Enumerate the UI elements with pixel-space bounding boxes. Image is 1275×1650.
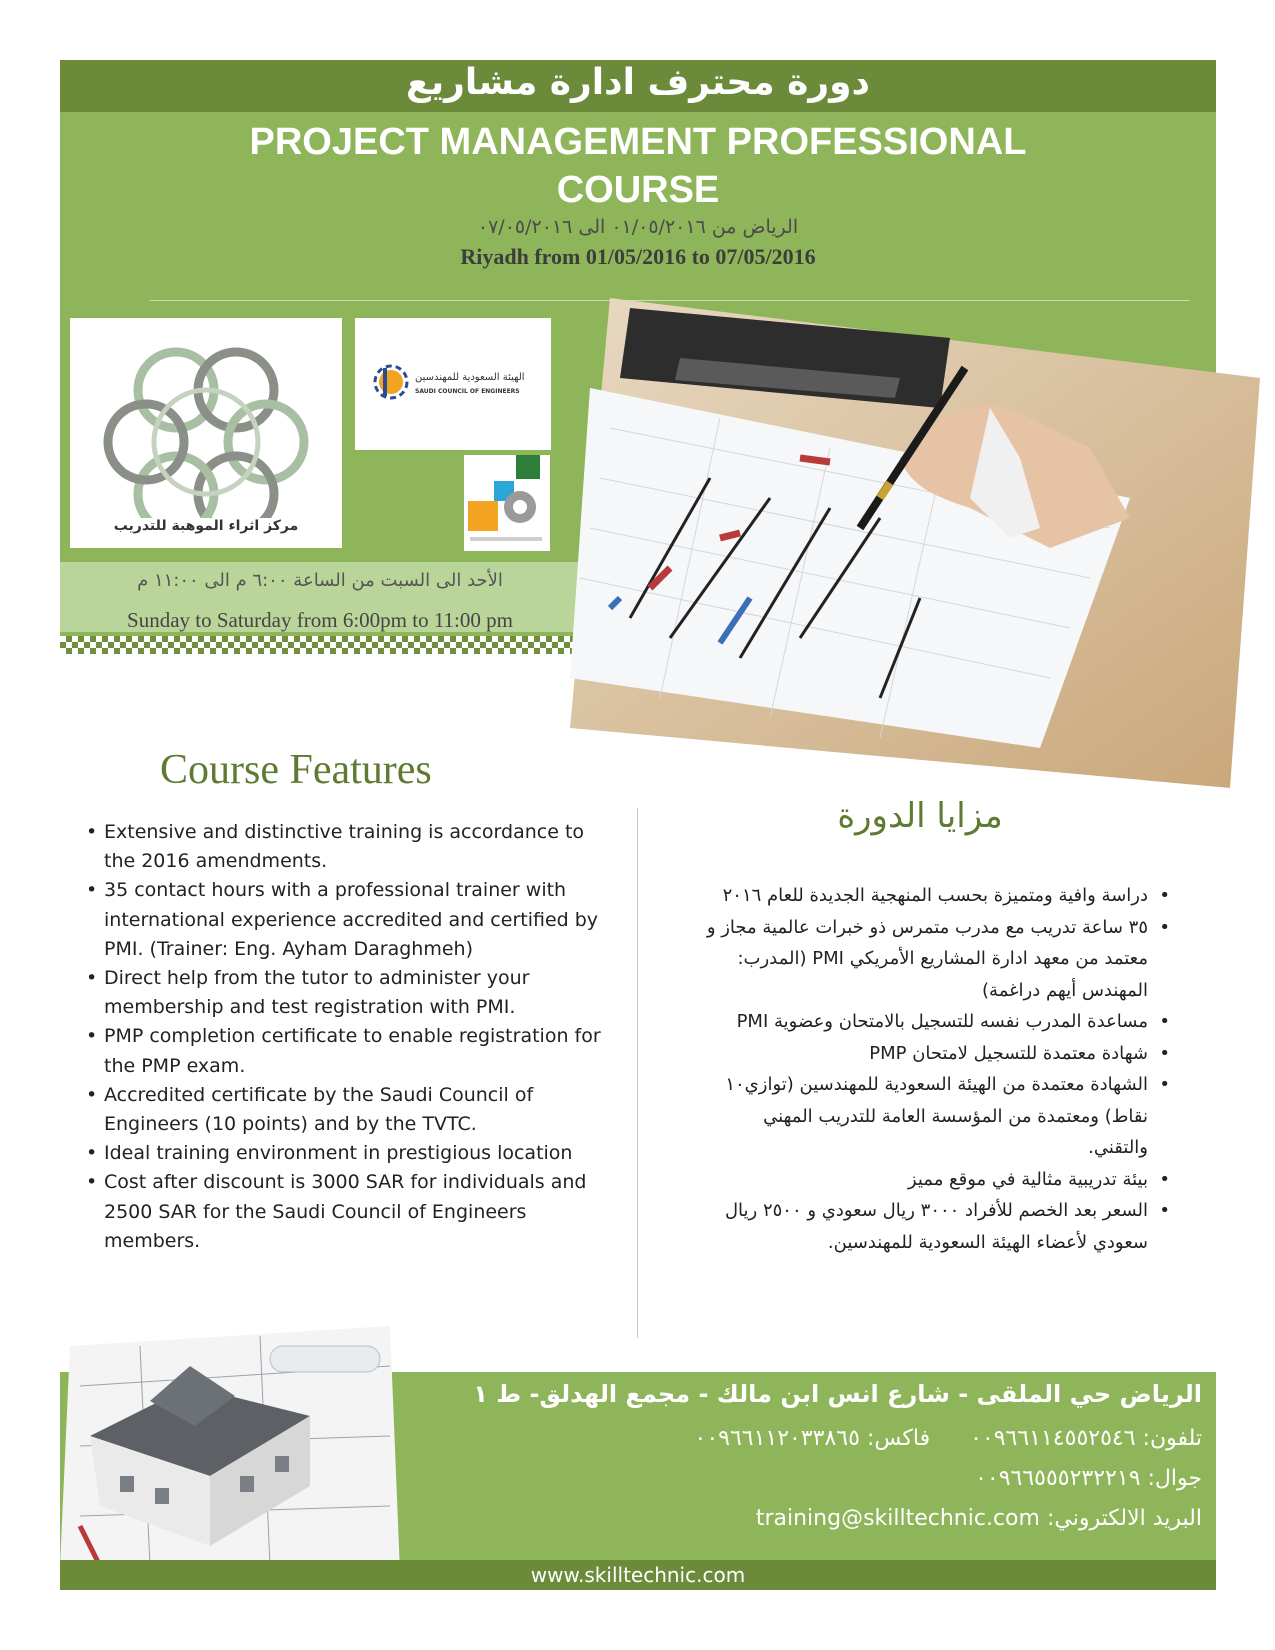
list-item: • Accredited certificate by the Saudi Council of Engineers (10 points) and by the TVTC. [86,1081,606,1139]
talent-center-caption: مركز اثراء الموهبة للتدريب [113,518,299,534]
list-item: • مساعدة المدرب نفسه للتسجيل بالامتحان وعضوية PMI [700,1006,1170,1038]
phone-label: تلفون: [1142,1426,1202,1451]
email-link[interactable]: training@skilltechnic.com [755,1506,1040,1531]
tvtc-logo-icon [464,455,550,551]
course-title-line-2: COURSE [556,169,720,211]
list-item: • Cost after discount is 3000 SAR for individuals and 2500 SAR for the Saudi Council of Engineers members. [86,1168,606,1256]
sce-logo [355,318,551,450]
list-item: • السعر بعد الخصم للأفراد ٣٠٠٠ ريال سعودي و ٢٥٠٠ ريال سعودي لأعضاء الهيئة السعودية للمهندسين. [700,1195,1170,1258]
sce-arabic-name: الهيئة السعودية للمهندسين [415,372,525,383]
course-dates-english: Riyadh from 01/05/2016 to 07/05/2016 [460,244,816,269]
gantt-chart-photo [570,298,1260,788]
course-title-arabic: دورة محترف ادارة مشاريع [406,62,870,103]
list-item: • بيئة تدريبية مثالية في موقع مميز [700,1164,1170,1196]
list-item: • ٣٥ ساعة تدريب مع مدرب متمرس ذو خبرات عالمية مجاز و معتمد من معهد ادارة المشاريع الأمريكي PMI (المدرب: المهندس أيهم دراغمة) [700,912,1170,1007]
list-item: • 35 contact hours with a professional trainer with international experience accredited and certified by PMI. (Trainer: Eng. Ayham Daraghmeh) [86,876,606,964]
fax-label: فاكس: [866,1426,931,1451]
list-item: • الشهادة معتمدة من الهيئة السعودية للمهندسين (توازي١٠ نقاط) ومعتمدة من المؤسسة العامة للتدريب المهني والتقني. [700,1069,1170,1164]
schedule-english: Sunday to Saturday from 6:00pm to 11:00 pm [127,608,513,632]
fax-number: ٠٠٩٦٦١١٢٠٣٣٨٦٥ [694,1426,860,1451]
list-item: • دراسة وافية ومتميزة بحسب المنهجية الجديدة للعام ٢٠١٦ [700,880,1170,912]
list-item: • شهادة معتمدة للتسجيل لامتحان PMP [700,1038,1170,1070]
talent-center-logo-icon [70,318,342,518]
footer-mobile [975,1466,1202,1491]
email-label: البريد الالكتروني: [1046,1506,1202,1531]
website-link[interactable]: www.skilltechnic.com [530,1563,746,1587]
list-item: • Extensive and distinctive training is accordance to the 2016 amendments. [86,818,606,876]
course-features-title-arabic: مزايا الدورة [837,796,1003,836]
course-title-english [60,118,1216,214]
course-features-title: Course Features [160,747,432,793]
sce-english-name: SAUDI COUNCIL OF ENGINEERS [415,388,520,395]
checker-border [60,636,580,654]
schedule-arabic: الأحد الى السبت من الساعة ٦:٠٠ م الى ١١:٠٠ م [137,570,503,591]
mobile-label: جوال: [1147,1466,1202,1491]
tvtc-logo [464,455,550,551]
phone-number[interactable]: ٠٠٩٦٦١١٤٥٥٢٥٤٦ [970,1426,1136,1451]
features-list-english [86,818,606,1256]
footer-address: الرياض حي الملقى - شارع انس ابن مالك - مجمع الهدلق- ط ١ [473,1380,1202,1408]
mobile-number[interactable]: ٠٠٩٦٦٥٥٥٢٣٢٢١٩ [975,1466,1141,1491]
course-title-line-1: PROJECT MANAGEMENT PROFESSIONAL [249,121,1027,163]
house-blueprint-photo [60,1326,400,1572]
course-dates-arabic: الرياض من ٠١/٠٥/٢٠١٦ الى ٠٧/٠٥/٢٠١٦ [477,216,799,238]
list-item: • Direct help from the tutor to administer your membership and test registration with PMI. [86,964,606,1022]
list-item: • PMP completion certificate to enable registration for the PMP exam. [86,1022,606,1080]
footer-email [756,1506,1202,1531]
column-divider [637,808,638,1338]
sce-logo-icon [363,318,423,450]
features-list-arabic [700,880,1170,1258]
footer-phone-fax [695,1426,1203,1451]
list-item: • Ideal training environment in prestigious location [86,1139,606,1168]
talent-center-logo [70,318,342,548]
